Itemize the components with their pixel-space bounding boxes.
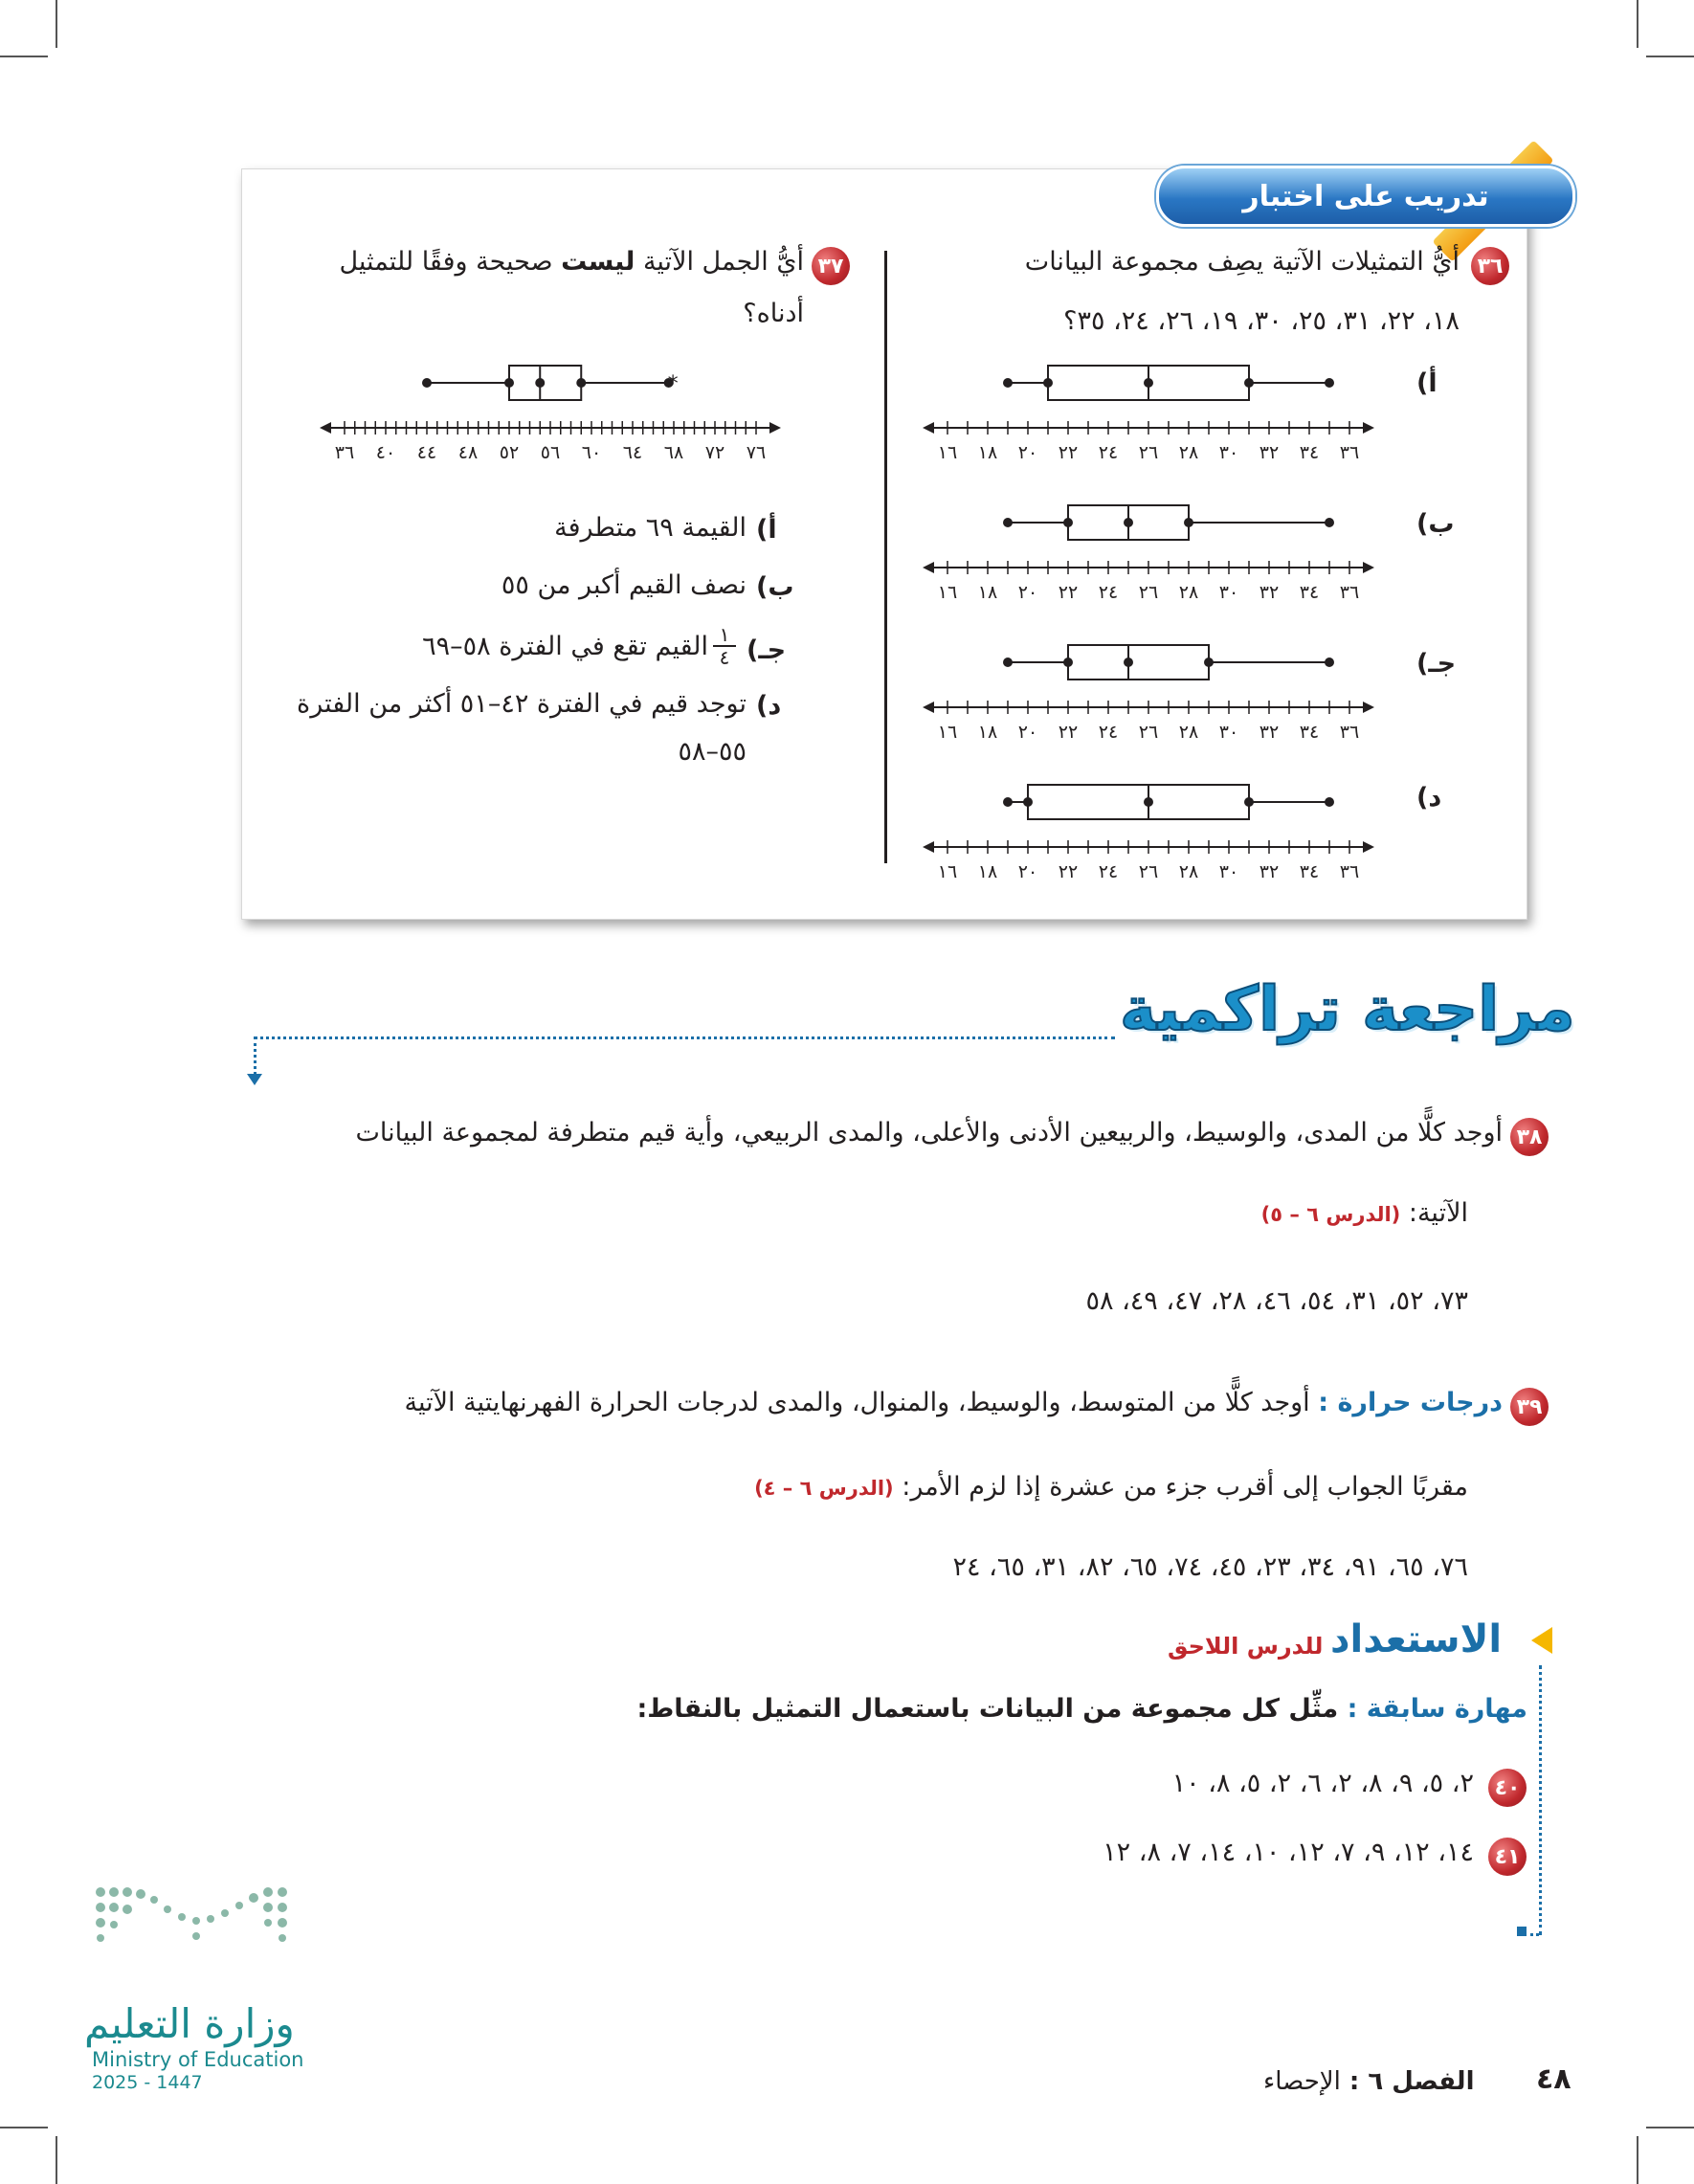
- tick-label: ٦٤: [622, 442, 643, 459]
- q39-line2: [754, 1472, 1468, 1502]
- tick-label: ٧٢: [704, 442, 725, 459]
- tick-label: ٣٢: [1259, 442, 1280, 463]
- tick-label: ٤٤: [416, 442, 437, 459]
- q37-option-c-fraction: [713, 624, 736, 668]
- tick-label: ٣٢: [1259, 861, 1280, 882]
- q36-option-b-label: ب): [1416, 509, 1455, 539]
- q37-option-c-label: جـ): [747, 635, 787, 665]
- data-point: [1003, 518, 1013, 527]
- tick-label: ٢٢: [1058, 861, 1079, 882]
- arrow-left-icon: [923, 702, 934, 713]
- crop-mark: [0, 56, 48, 57]
- data-point: [422, 378, 432, 388]
- tick-label: ٢٨: [1178, 442, 1199, 463]
- tick-label: ٤٠: [375, 442, 396, 459]
- arrow-left-icon: [923, 562, 934, 573]
- tick-label: ٣٠: [1218, 442, 1239, 463]
- q37-stem-part-b: صحيحة وفقًا للتمثيل: [339, 247, 553, 277]
- q36-boxplots: [919, 354, 1416, 900]
- question-number-39: ٣٩: [1510, 1388, 1549, 1426]
- tick-label: ٢٦: [1138, 861, 1159, 882]
- crop-mark: [1637, 2136, 1638, 2184]
- data-point: [1244, 797, 1254, 807]
- tick-label: ٣٠: [1218, 582, 1239, 603]
- tick-label: ٣٦: [1339, 442, 1360, 463]
- q37-stem-bold: ليست: [561, 247, 635, 277]
- data-point: [1063, 518, 1073, 527]
- q38-line2: [1261, 1198, 1468, 1228]
- tick-label: ٢٤: [1098, 861, 1119, 882]
- q39-topic: درجات حرارة :: [1318, 1388, 1503, 1417]
- tick-label: ٢٠: [1017, 861, 1038, 882]
- preparation-dotted-line: [1539, 1665, 1542, 1935]
- chapter-name: الإحصاء: [1263, 2067, 1341, 2096]
- banner-text-1: تدريب: [1403, 179, 1489, 213]
- tick-label: ٢٠: [1017, 582, 1038, 603]
- tick-label: ٢٢: [1058, 582, 1079, 603]
- data-point: [1124, 657, 1133, 667]
- tick-label: ٥٢: [499, 442, 520, 459]
- crop-mark: [56, 0, 57, 48]
- quartile-box: [1068, 645, 1209, 680]
- q37-option-a-label: أ): [756, 515, 777, 545]
- tick-label: ٢٠: [1017, 442, 1038, 463]
- arrow-right-icon: [1363, 702, 1374, 713]
- review-dotted-line: [254, 1036, 1115, 1039]
- tick-label: ٢٨: [1178, 582, 1199, 603]
- q39-lesson-ref: (الدرس ٦ – ٤): [754, 1477, 894, 1500]
- tick-label: ٣٢: [1259, 722, 1280, 743]
- q38-line1: أوجد كلًّا من المدى، والوسيط، والربيعين الأدنى والأعلى، والمدى الربيعي، وأية قيم متطرفة لمجموعة البيانات: [355, 1118, 1503, 1148]
- tick-label: ٢٢: [1058, 442, 1079, 463]
- question-number-37: ٣٧: [812, 247, 850, 285]
- q39-line1: [405, 1388, 1504, 1417]
- crop-mark: [56, 2136, 57, 2184]
- q37-option-a-text: القيمة ٦٩ متطرفة: [554, 513, 747, 543]
- q36-stem-line2: ١٨، ٢٢، ٣١، ٢٥، ٣٠، ١٩، ٢٦، ٢٤، ٣٥؟: [1063, 306, 1460, 336]
- crop-mark: [1646, 2127, 1694, 2128]
- tick-label: ٥٦: [540, 442, 561, 459]
- tick-label: ٣٤: [1299, 582, 1320, 603]
- q37-option-d-label: د): [756, 691, 782, 721]
- end-square-icon: [1517, 1927, 1527, 1936]
- tick-label: ١٨: [977, 442, 998, 463]
- tick-label: ١٦: [937, 722, 958, 743]
- outlier-mark: *: [667, 372, 679, 396]
- skill-line: [636, 1694, 1527, 1724]
- crop-mark: [0, 2127, 48, 2128]
- arrow-left-icon: [320, 422, 331, 434]
- tick-label: ٣٦: [1339, 722, 1360, 743]
- tick-label: ٢٤: [1098, 442, 1119, 463]
- tick-label: ٣٠: [1218, 722, 1239, 743]
- tick-label: ٣٤: [1299, 861, 1320, 882]
- section-arrow-icon: [1531, 1627, 1552, 1654]
- tick-label: ١٨: [977, 861, 998, 882]
- tick-label: ١٦: [937, 861, 958, 882]
- chapter-footer: [1263, 2067, 1474, 2096]
- tick-label: ٢٦: [1138, 442, 1159, 463]
- tick-label: ٣٦: [1339, 861, 1360, 882]
- tick-label: ٢٦: [1138, 722, 1159, 743]
- q41-data: ١٤، ١٢، ٩، ٧، ١٢، ١٠، ١٤، ٧، ٨، ١٢: [1103, 1838, 1474, 1867]
- data-point: [1244, 378, 1254, 388]
- q37-stem-part-a: أيُّ الجمل الآتية: [642, 247, 804, 277]
- test-practice-banner: [1156, 166, 1575, 227]
- data-point: [1325, 378, 1334, 388]
- q37-option-d-text2: ٥٥–٥٨: [678, 737, 747, 767]
- data-point: [1325, 797, 1334, 807]
- tick-label: ٣٢: [1259, 582, 1280, 603]
- quartile-box: [509, 366, 581, 400]
- tick-label: ١٦: [937, 582, 958, 603]
- q37-option-b-text: نصف القيم أكبر من ٥٥: [501, 570, 747, 600]
- tick-label: ٣٦: [1339, 582, 1360, 603]
- tick-label: ٢٤: [1098, 722, 1119, 743]
- q40-data: ٢، ٥، ٩، ٨، ٢، ٦، ٢، ٥، ٨، ١٠: [1171, 1769, 1474, 1798]
- preparation-title: الاستعداد: [1330, 1617, 1503, 1661]
- q37-option-b-label: ب): [756, 572, 794, 602]
- ministry-name-english: Ministry of Education: [92, 2048, 304, 2071]
- quartile-box: [1028, 785, 1249, 819]
- arrow-right-icon: [1363, 562, 1374, 573]
- tick-label: ١٨: [977, 722, 998, 743]
- data-point: [1325, 518, 1334, 527]
- arrow-left-icon: [923, 841, 934, 853]
- fraction-numerator: ١: [713, 624, 736, 647]
- q39-data: ٧٦، ٦٥، ٩١، ٣٤، ٢٣، ٤٥، ٧٤، ٦٥، ٨٢، ٣١، ٦٥، ٢٤: [952, 1552, 1468, 1582]
- crop-mark: [1637, 0, 1638, 48]
- banner-text-2: على اختبار: [1242, 179, 1394, 213]
- arrow-left-icon: [923, 422, 934, 434]
- tick-label: ١٨: [977, 582, 998, 603]
- tick-label: ١٦: [937, 442, 958, 463]
- page-number: ٤٨: [1536, 2062, 1571, 2096]
- ministry-year: 2025 - 1447: [92, 2072, 203, 2093]
- q36-stem-line1: أيُّ التمثيلات الآتية يصِف مجموعة البيانات: [1024, 247, 1460, 277]
- data-point: [576, 378, 586, 388]
- q37-option-d-text: توجد قيم في الفترة ٤٢–٥١ أكثر من الفترة: [297, 689, 747, 719]
- tick-label: ٤٨: [457, 442, 479, 459]
- data-point: [504, 378, 514, 388]
- data-point: [1325, 657, 1334, 667]
- data-point: [1003, 378, 1013, 388]
- skill-text: مثِّل كل مجموعة من البيانات باستعمال التمثيل بالنقاط:: [636, 1694, 1339, 1724]
- data-point: [535, 378, 545, 388]
- q38-data: ٧٣، ٥٢، ٣١، ٥٤، ٤٦، ٢٨، ٤٧، ٤٩، ٥٨: [1085, 1286, 1468, 1316]
- column-divider: [884, 251, 887, 863]
- arrow-right-icon: [1363, 841, 1374, 853]
- q36-option-c-label: جـ): [1416, 649, 1457, 679]
- tick-label: ٣٦: [334, 442, 355, 459]
- data-point: [1144, 378, 1153, 388]
- down-arrow-icon: [247, 1074, 262, 1085]
- q37-option-c-text: القيم تقع في الفترة ٥٨–٦٩: [422, 632, 708, 661]
- crop-mark: [1646, 56, 1694, 57]
- data-point: [1124, 518, 1133, 527]
- question-number-36: ٣٦: [1471, 247, 1509, 285]
- tick-label: ٦٨: [663, 442, 684, 459]
- preparation-subtitle: للدرس اللاحق: [1168, 1633, 1324, 1660]
- question-number-38: ٣٨: [1510, 1118, 1549, 1156]
- data-point: [1204, 657, 1214, 667]
- q39-line1-text: أوجد كلًّا من المتوسط، والوسيط، والمنوال، والمدى لدرجات الحرارة الفهرنهايتية الآتية: [404, 1388, 1310, 1417]
- data-point: [1063, 657, 1073, 667]
- q38-lesson-ref: (الدرس ٦ – ٥): [1260, 1203, 1401, 1226]
- data-point: [1144, 797, 1153, 807]
- ministry-logo-icon: [91, 1881, 301, 1986]
- review-title: مراجعة تراكمية: [1120, 974, 1575, 1045]
- arrow-right-icon: [1363, 422, 1374, 434]
- tick-label: ٣٤: [1299, 442, 1320, 463]
- tick-label: ٣٠: [1218, 861, 1239, 882]
- review-dotted-line: [254, 1036, 256, 1075]
- tick-label: ٢٠: [1017, 722, 1038, 743]
- q36-option-a-label: أ): [1416, 368, 1438, 398]
- skill-label: مهارة سابقة :: [1347, 1694, 1527, 1724]
- tick-label: ٢٨: [1178, 722, 1199, 743]
- data-point: [1003, 657, 1013, 667]
- arrow-right-icon: [769, 422, 781, 434]
- chapter-label: الفصل ٦ :: [1349, 2067, 1475, 2096]
- q38-line2-text: الآتية:: [1408, 1198, 1468, 1228]
- data-point: [1043, 378, 1053, 388]
- tick-label: ٢٨: [1178, 861, 1199, 882]
- tick-label: ٦٠: [581, 442, 602, 459]
- data-point: [1003, 797, 1013, 807]
- q37-boxplot: [316, 354, 794, 459]
- question-number-41: ٤١: [1488, 1838, 1527, 1876]
- fraction-denominator: ٤: [719, 646, 730, 669]
- ministry-name-arabic: وزارة التعليم: [84, 2000, 295, 2047]
- q37-stem-line2: أدناه؟: [743, 299, 804, 328]
- tick-label: ٧٦: [746, 442, 767, 459]
- tick-label: ٢٤: [1098, 582, 1119, 603]
- q39-line2-text: مقربًا الجواب إلى أقرب جزء من عشرة إذا لزم الأمر:: [902, 1472, 1468, 1502]
- tick-label: ٢٦: [1138, 582, 1159, 603]
- question-number-40: ٤٠: [1488, 1769, 1527, 1807]
- data-point: [1023, 797, 1033, 807]
- q36-option-d-label: د): [1416, 783, 1442, 813]
- data-point: [1184, 518, 1193, 527]
- tick-label: ٢٢: [1058, 722, 1079, 743]
- q37-stem-line1: [339, 247, 804, 277]
- tick-label: ٣٤: [1299, 722, 1320, 743]
